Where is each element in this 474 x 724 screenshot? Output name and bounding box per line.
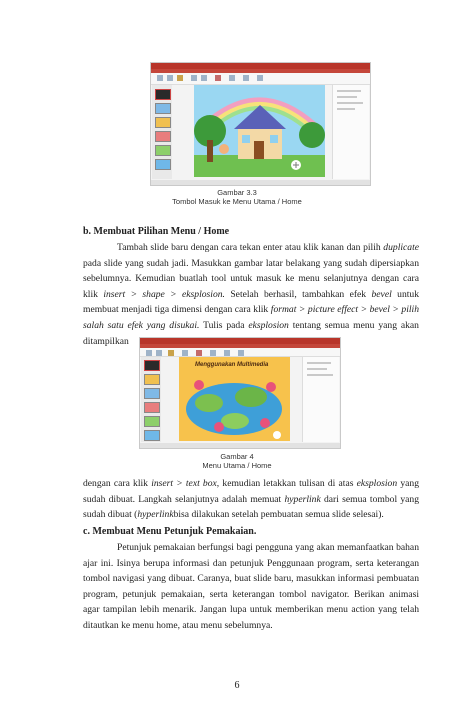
animation-pane bbox=[332, 85, 369, 179]
page-number: 6 bbox=[234, 680, 240, 691]
menu-map-illustration bbox=[179, 357, 290, 441]
para-text: kemudian letakkan tulisan di atas bbox=[222, 478, 354, 489]
status-bar bbox=[151, 180, 370, 185]
slide-thumbnail-panel bbox=[141, 357, 161, 442]
para-italic: eksplosion bbox=[356, 478, 398, 489]
menu-path: insert > shape > eksplosion. bbox=[103, 288, 225, 300]
para-text: yang sudah dibuat. Langkah selanjutnya adalah memuat bbox=[83, 478, 420, 505]
section-b-heading: b. Membuat Pilihan Menu / Home bbox=[83, 226, 230, 237]
section-c-heading: c. Membuat Menu Petunjuk Pemakaian. bbox=[83, 526, 257, 537]
house-illustration bbox=[194, 85, 325, 177]
para-italic: eksplosion bbox=[248, 319, 289, 331]
slide-canvas-house bbox=[194, 85, 325, 177]
figure-4-caption-number: Gambar 4 bbox=[220, 452, 254, 461]
para-text: Tulis pada bbox=[203, 319, 245, 331]
section-c-paragraph bbox=[83, 540, 419, 634]
slide-title: Menggunakan Multimedia bbox=[195, 362, 269, 368]
para-italic: duplicate bbox=[383, 242, 419, 253]
figure-3-3-screenshot bbox=[150, 62, 371, 186]
section-c-text: Petunjuk pemakaian berfungsi bagi pengguna yang akan memanfaatkan bahan ajar ini. Isinya berupa informasi dan petunjuk Penggunaan program, serta keterangan tombol navigasi yang dibuat. Caranya, buat slide baru, masukkan informasi pembuatan program, petunjuk pemakaian, serta keterangan tombol navigator. Berikan animasi agar tampilan lebih menarik. Jangan lupa untuk memberikan menu action yang telah ditautkan ke menu home, atau menu sebelumnya. bbox=[83, 542, 419, 631]
para-text: dengan cara klik bbox=[83, 478, 148, 489]
figure-3-3-caption-number: Gambar 3.3 bbox=[217, 188, 257, 197]
ribbon-toolbar bbox=[151, 73, 370, 85]
para-text: bisa dilakukan setelah pembuatan semua slide selesai). bbox=[173, 509, 384, 521]
menu-path: insert > text box, bbox=[151, 478, 220, 489]
para-text: Tambah slide baru dengan cara tekan enter atau klik kanan dan pilih bbox=[117, 242, 381, 253]
para-italic: hyperlink bbox=[284, 493, 321, 505]
ribbon-toolbar bbox=[140, 348, 340, 357]
para-text: tentang semua menu yang akan ditampilkan bbox=[83, 319, 419, 347]
menu-path: format > picture effect > bevel > pilih salah satu efek yang disukai. bbox=[83, 304, 420, 331]
figure-4-caption-text: Menu Utama / Home bbox=[202, 461, 272, 470]
para-text: untuk membuat menjadi tiga dimensi dengan cara klik bbox=[83, 288, 419, 316]
para-italic: bevel bbox=[371, 288, 392, 300]
para-italic: hyperlink bbox=[137, 509, 174, 521]
slide-canvas-menu bbox=[179, 357, 290, 441]
figure-3-3-caption-text: Tombol Masuk ke Menu Utama / Home bbox=[172, 197, 302, 206]
para-text: dari semua tombol yang sudah dibuat ( bbox=[83, 493, 420, 521]
animation-pane bbox=[302, 357, 339, 442]
continued-paragraph bbox=[83, 476, 419, 523]
status-bar bbox=[140, 443, 340, 448]
section-b-paragraph bbox=[83, 240, 419, 349]
figure-4-screenshot bbox=[139, 337, 341, 449]
slide-thumbnail-panel bbox=[152, 85, 172, 179]
para-text: pada slide yang sudah jadi. Masukkan gambar latar belakang yang sudah dipersiapkan sebelumnya. Kemudian buatlah tool untuk masuk ke menu selanjutnya dengan cara klik bbox=[83, 257, 419, 300]
para-text: Setelah berhasil, tambahkan efek bbox=[230, 288, 367, 300]
